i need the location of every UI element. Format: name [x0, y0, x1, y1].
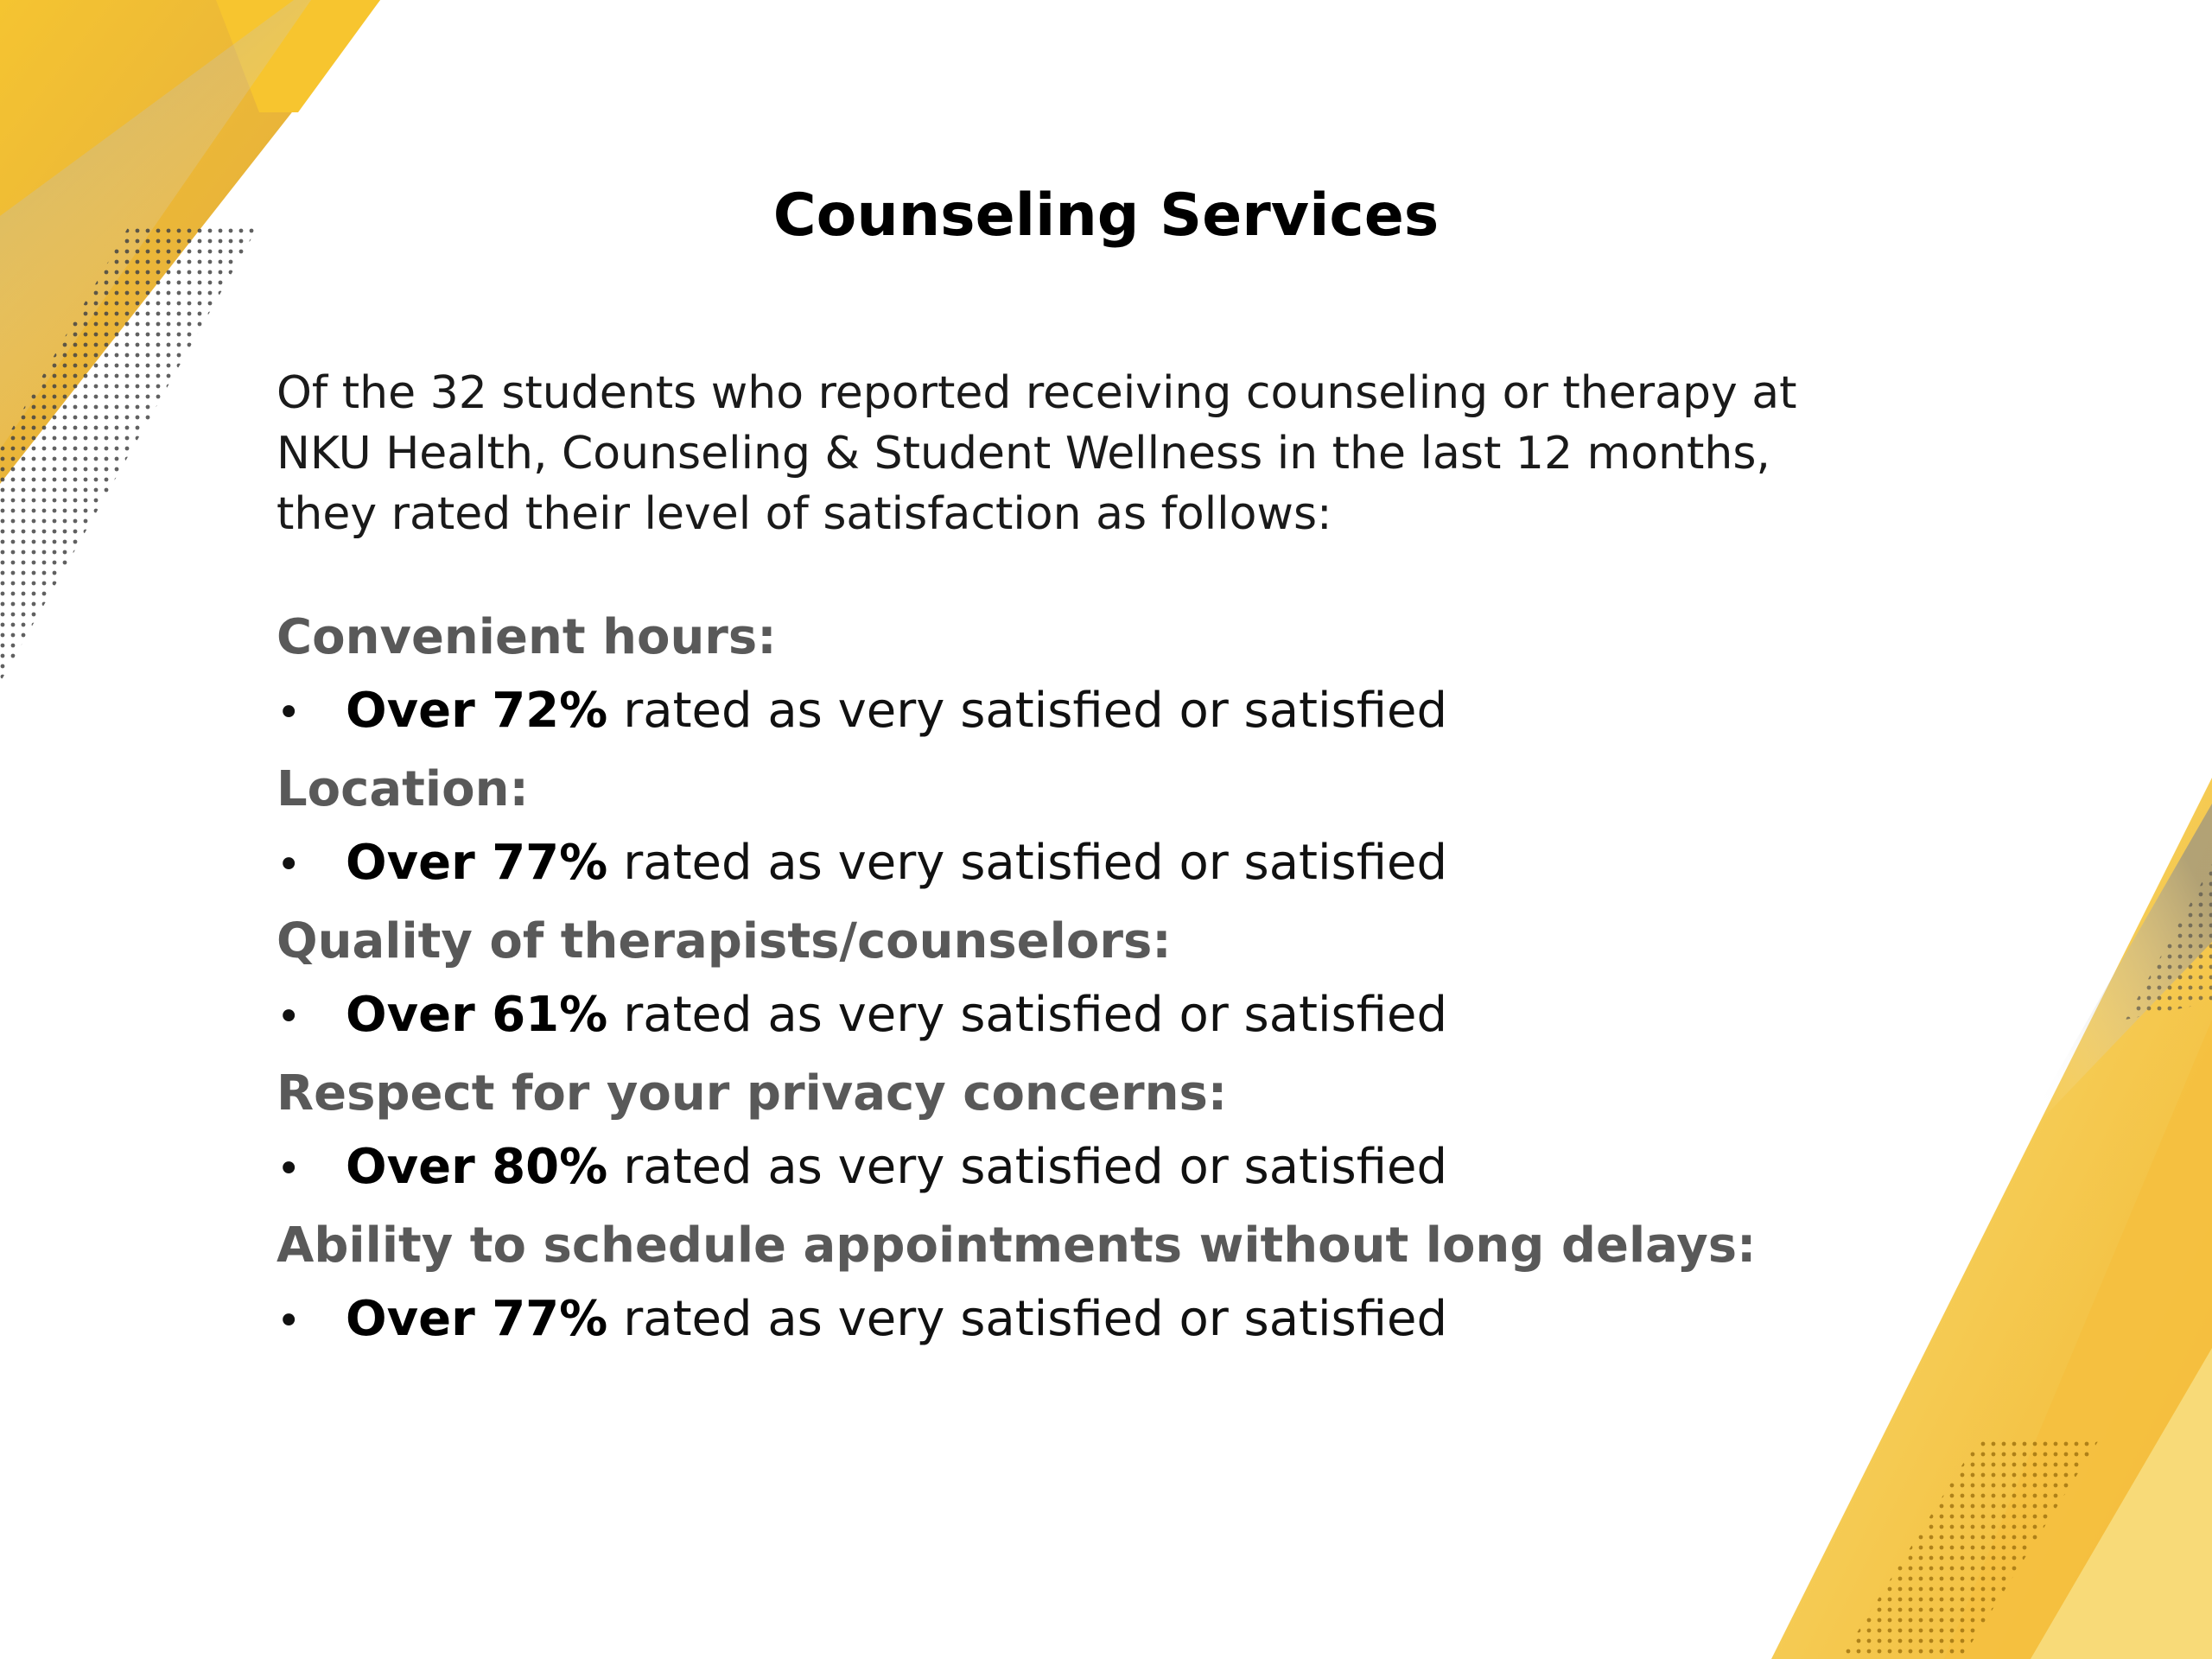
metric-value: Over 61% — [346, 987, 608, 1043]
metric-text: rated as very satisfied or satisfied — [623, 835, 1447, 891]
satisfaction-list — [276, 603, 2005, 1363]
metric-value: Over 77% — [346, 1291, 608, 1347]
metric-text: rated as very satisfied or satisfied — [623, 1139, 1447, 1195]
bullet-icon: • — [276, 1297, 302, 1345]
bullet-icon: • — [276, 689, 302, 737]
bullet-icon: • — [276, 1145, 302, 1193]
metric-text: rated as very satisfied or satisfied — [623, 1291, 1447, 1347]
intro-paragraph: Of the 32 students who reported receiving counseling or therapy at NKU Health, Counseling & Student Wellness in the last 12 months, they rated their level of satisfaction as follows: — [276, 367, 1797, 540]
metric-text: rated as very satisfied or satisfied — [623, 683, 1447, 739]
metric-heading: Convenient hours: — [276, 609, 777, 665]
metric-heading: Quality of therapists/counselors: — [276, 913, 1172, 969]
metric-scheduling — [276, 1211, 2005, 1360]
metric-text: rated as very satisfied or satisfied — [623, 987, 1447, 1043]
metric-quality-of-therapists — [276, 907, 2005, 1056]
metric-heading: Respect for your privacy concerns: — [276, 1065, 1228, 1122]
metric-convenient-hours — [276, 603, 2005, 752]
metric-bullet — [276, 1281, 2005, 1360]
metric-value: Over 77% — [346, 835, 608, 891]
metric-value: Over 72% — [346, 683, 608, 739]
bullet-icon: • — [276, 841, 302, 889]
metric-privacy-respect — [276, 1059, 2005, 1208]
metric-location — [276, 755, 2005, 904]
metric-value: Over 80% — [346, 1139, 608, 1195]
metric-heading: Location: — [276, 761, 529, 817]
metric-bullet — [276, 1128, 2005, 1208]
page-title: Counseling Services — [772, 181, 1440, 250]
metric-heading: Ability to schedule appointments without long delays: — [276, 1217, 1757, 1274]
metric-bullet — [276, 976, 2005, 1056]
bullet-icon: • — [276, 993, 302, 1041]
metric-bullet — [276, 672, 2005, 752]
metric-bullet — [276, 824, 2005, 904]
